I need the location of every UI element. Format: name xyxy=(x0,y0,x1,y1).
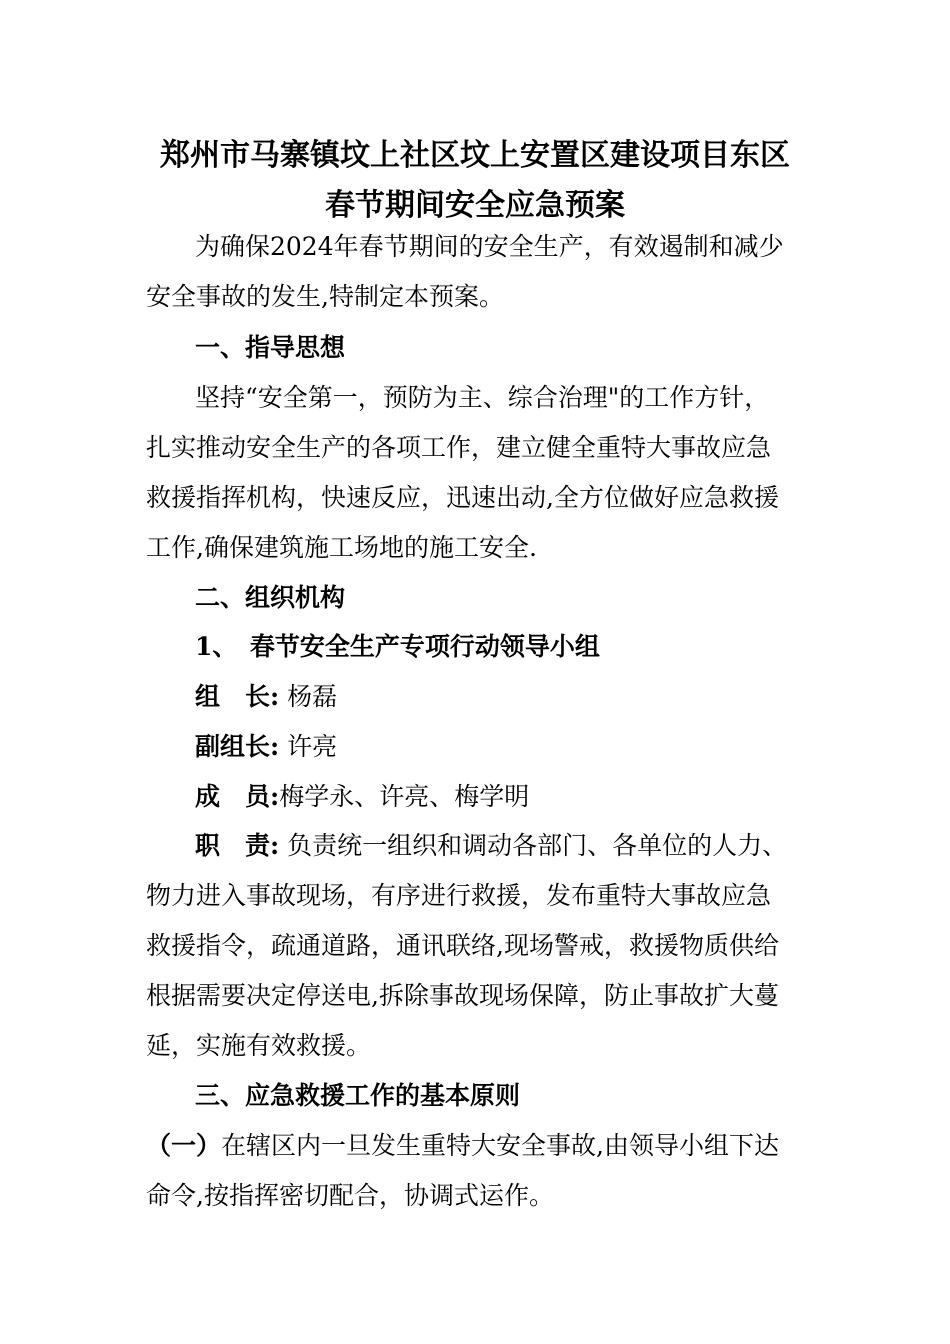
members-row xyxy=(195,781,855,813)
deputy-value: 许亮 xyxy=(279,732,338,761)
duty-line-4: 根据需要决定停送电,拆除事故现场保障，防止事故扩大蔓 xyxy=(146,981,779,1010)
members-label: 成 员: xyxy=(195,782,280,811)
subheading-leading-group: 1、 春节安全生产专项行动领导小组 xyxy=(195,632,600,661)
principle-item-1-line-2: 命令,按指挥密切配合，协调式运作。 xyxy=(146,1181,554,1210)
section1-line-3: 救援指挥机构，快速反应，迅速出动,全方位做好应急救援 xyxy=(146,483,779,512)
intro-line-2: 安全事故的发生,特制定本预案。 xyxy=(146,282,504,311)
principle-item-1-label: （一） xyxy=(146,1131,222,1160)
duty-row xyxy=(195,830,855,862)
principle-item-1 xyxy=(146,1130,806,1162)
leader-label: 组 长: xyxy=(195,682,280,711)
document-title-line-1: 郑州市马寨镇坟上社区坟上安置区建设项目东区 xyxy=(160,138,790,173)
duty-label: 职 责: xyxy=(195,831,280,860)
leader-value: 杨磊 xyxy=(279,682,338,711)
deputy-label: 副组长: xyxy=(195,732,280,761)
intro-line-1: 为确保2024年春节期间的安全生产，有效遏制和减少 xyxy=(195,232,784,261)
section-heading-organization: 二、组织机构 xyxy=(195,583,346,612)
principle-item-1-text: 在辖区内一旦发生重特大安全事故,由领导小组下达 xyxy=(221,1131,779,1160)
duty-line-2: 物力进入事故现场，有序进行救援，发布重特大事故应急 xyxy=(146,881,772,910)
section-heading-guiding-principle: 一、指导思想 xyxy=(195,333,346,362)
section1-line-1: 坚持“安全第一，预防为主、综合治理"的工作方针， xyxy=(195,383,770,412)
document-title-line-2: 春节期间安全应急预案 xyxy=(325,188,625,223)
leader-row xyxy=(195,681,855,713)
duty-line-3: 救援指令，疏通道路，通讯联络,现场警戒，救援物质供给 xyxy=(146,931,779,960)
members-value: 梅学永、许亮、梅学明 xyxy=(279,782,530,811)
duty-first-line: 负责统一组织和调动各部门、各单位的人力、 xyxy=(279,831,788,860)
section1-line-2: 扎实推动安全生产的各项工作，建立健全重特大事故应急 xyxy=(146,433,772,462)
deputy-row xyxy=(195,731,855,763)
duty-line-5: 延，实施有效救援。 xyxy=(146,1031,372,1060)
section1-line-4: 工作,确保建筑施工场地的施工安全. xyxy=(146,533,537,562)
section-heading-basic-principles: 三、应急救援工作的基本原则 xyxy=(195,1081,521,1110)
